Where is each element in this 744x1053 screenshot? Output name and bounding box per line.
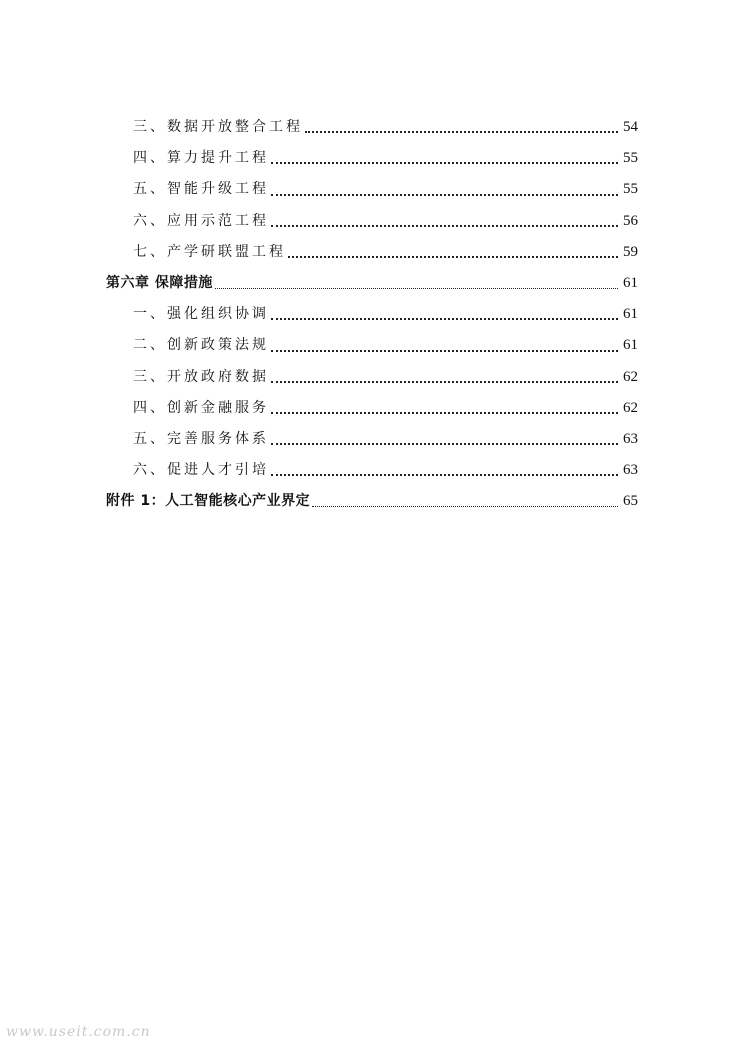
toc-entry-page: 61 (623, 306, 638, 323)
toc-entry[interactable] (106, 362, 638, 393)
toc-entry-page: 61 (623, 274, 638, 291)
site-watermark: www.useit.com.cn (6, 1024, 151, 1040)
toc-entry-label: 七、产学研联盟工程 (133, 243, 286, 260)
toc-entry[interactable] (106, 299, 638, 330)
toc-chapter-entry[interactable] (106, 268, 638, 299)
toc-dot-leader (271, 317, 618, 320)
toc-entry[interactable] (106, 330, 638, 361)
toc-entry-page: 61 (623, 337, 638, 354)
toc-dot-leader (271, 473, 618, 476)
toc-entry[interactable] (106, 143, 638, 174)
table-of-contents (106, 112, 638, 517)
toc-dot-leader (312, 505, 618, 507)
toc-entry-label: 一、强化组织协调 (133, 306, 269, 323)
toc-entry-label: 五、完善服务体系 (133, 430, 269, 447)
toc-dot-leader (271, 411, 618, 414)
toc-dot-leader (271, 161, 618, 164)
toc-entry-label: 五、智能升级工程 (133, 181, 269, 198)
toc-entry-label: 二、创新政策法规 (133, 337, 269, 354)
toc-entry[interactable] (106, 393, 638, 424)
toc-entry-page: 62 (623, 399, 638, 416)
toc-dot-leader (271, 193, 618, 196)
toc-entry[interactable] (106, 206, 638, 237)
toc-entry[interactable] (106, 174, 638, 205)
toc-entry[interactable] (106, 237, 638, 268)
toc-entry-label: 三、数据开放整合工程 (133, 119, 303, 135)
toc-entry-label: 四、算力提升工程 (133, 150, 269, 167)
toc-chapter-label: 第六章 保障措施 (106, 274, 213, 291)
toc-entry-page: 54 (623, 119, 638, 135)
toc-entry-page: 63 (623, 462, 638, 479)
toc-dot-leader (305, 130, 618, 133)
toc-entry-label: 四、创新金融服务 (133, 399, 269, 416)
toc-entry-label: 六、促进人才引培 (133, 462, 269, 479)
toc-appendix-label: 附件 1：人工智能核心产业界定 (106, 493, 311, 510)
toc-dot-leader (271, 224, 618, 227)
toc-appendix-entry[interactable] (106, 486, 638, 517)
toc-dot-leader (271, 442, 618, 445)
toc-entry-page: 63 (623, 430, 638, 447)
toc-entry-page: 62 (623, 368, 638, 385)
toc-dot-leader (271, 380, 618, 383)
toc-dot-leader (215, 287, 618, 289)
toc-entry-label: 三、开放政府数据 (133, 368, 269, 385)
toc-entry-label: 六、应用示范工程 (133, 212, 269, 229)
toc-entry-page: 59 (623, 243, 638, 260)
toc-entry[interactable] (106, 112, 638, 143)
toc-dot-leader (288, 255, 618, 258)
toc-dot-leader (271, 349, 618, 352)
toc-entry[interactable] (106, 455, 638, 486)
toc-entry-page: 55 (623, 150, 638, 167)
toc-entry-page: 55 (623, 181, 638, 198)
toc-entry-page: 56 (623, 212, 638, 229)
toc-entry[interactable] (106, 424, 638, 455)
toc-entry-page: 65 (623, 493, 638, 510)
